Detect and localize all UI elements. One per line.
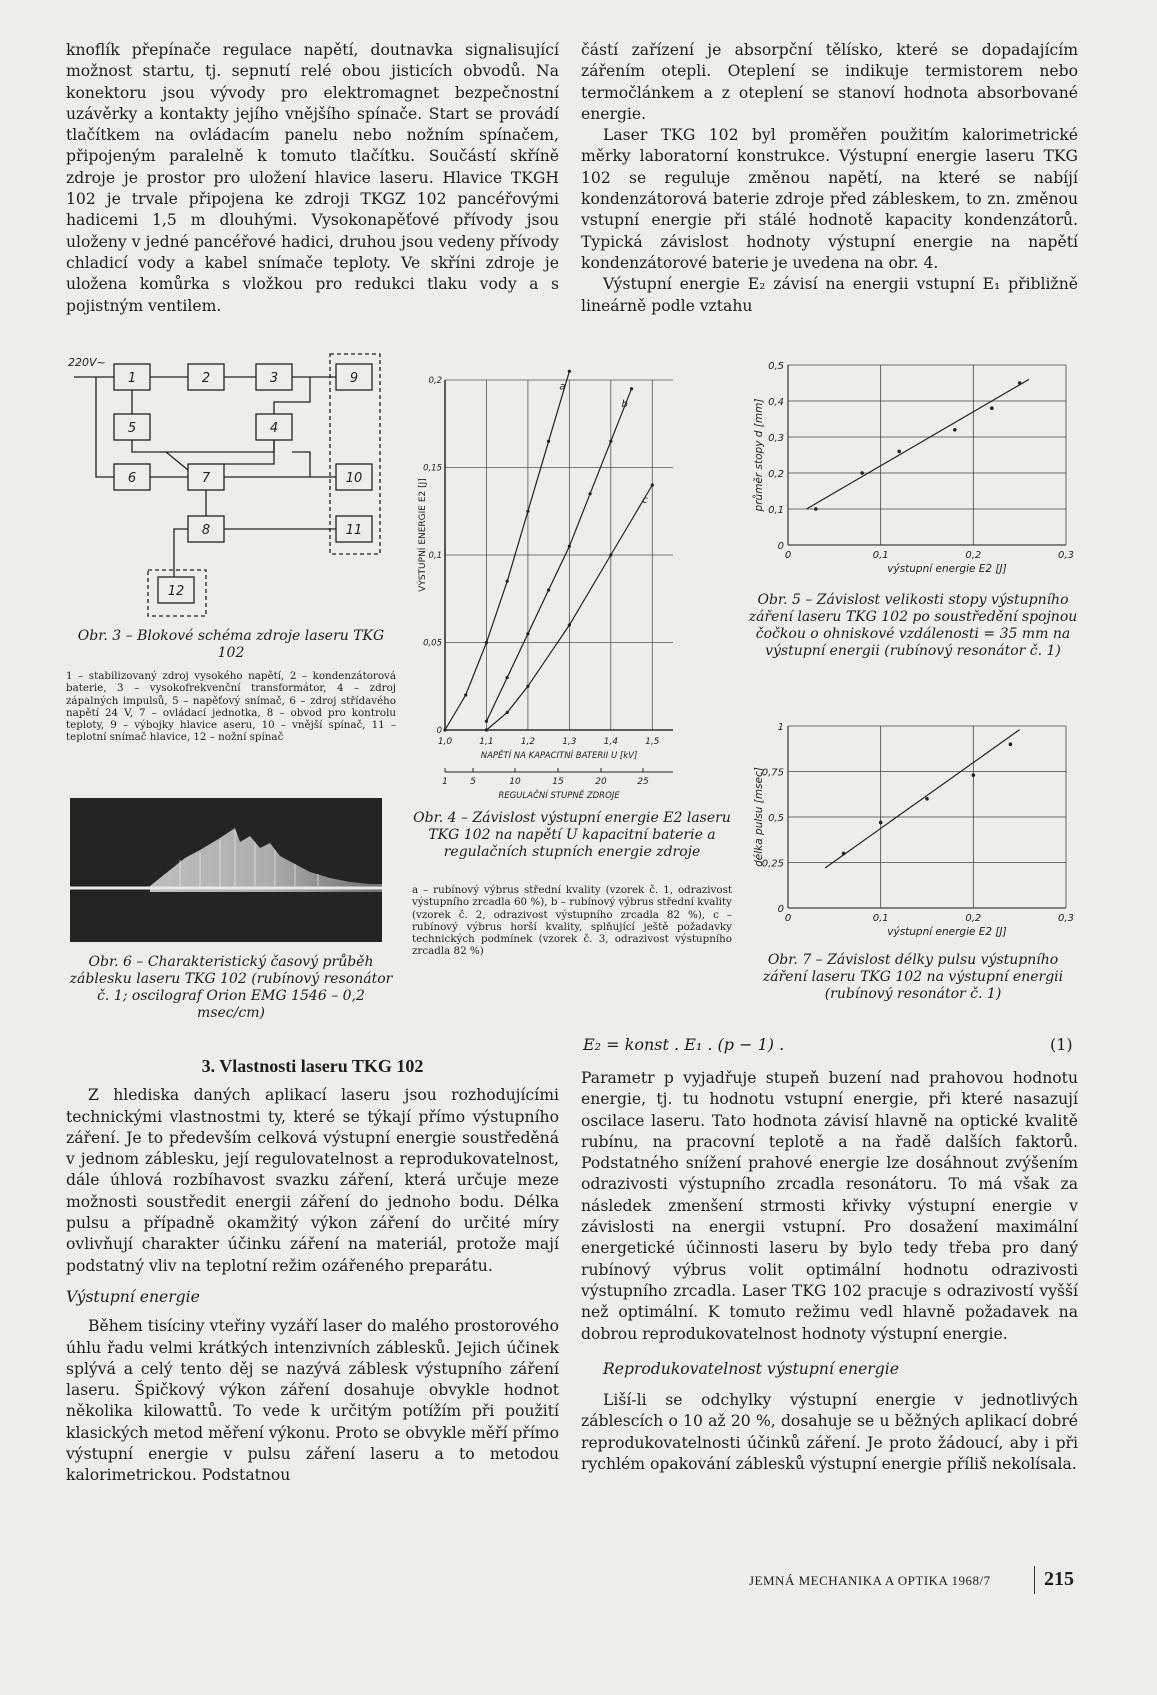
fig5-point bbox=[1018, 381, 1022, 385]
fig4-ytick-label: 0,2 bbox=[428, 376, 442, 386]
block-label-8: 8 bbox=[201, 523, 211, 538]
fig4-x2-tick-label: 1 bbox=[442, 777, 448, 787]
fig5-ytick-label: 0,5 bbox=[768, 361, 784, 372]
fig5-ytick-label: 0 bbox=[777, 541, 784, 552]
left-column-top bbox=[66, 40, 559, 317]
fig7-point bbox=[879, 821, 883, 825]
equation-number: (1) bbox=[1050, 1035, 1073, 1054]
fig4-ytick-label: 0,05 bbox=[423, 638, 442, 649]
fig4-point-c bbox=[526, 685, 529, 688]
fig5-x-axis-label: výstupní energie E2 [J] bbox=[887, 563, 1007, 575]
fig4-point-a bbox=[526, 510, 529, 513]
fig4-point-c bbox=[506, 711, 509, 714]
block-label-6: 6 bbox=[127, 471, 137, 486]
fig4-point-a bbox=[485, 641, 488, 644]
fig4-point-c bbox=[651, 483, 654, 486]
block-label-2: 2 bbox=[201, 371, 211, 386]
fig5-ytick-label: 0,3 bbox=[768, 433, 784, 444]
fig4-point-a bbox=[464, 693, 467, 696]
block-label-4: 4 bbox=[269, 421, 279, 436]
fig5-point bbox=[814, 507, 818, 511]
fig4-chart bbox=[415, 352, 720, 807]
fig5-ytick-label: 0,4 bbox=[768, 397, 784, 408]
fig4-point-a bbox=[568, 370, 571, 373]
footer-divider bbox=[1034, 1566, 1035, 1594]
mains-label: 220V~ bbox=[68, 356, 106, 369]
fig3-caption: Obr. 3 – Blokové schéma zdroje laseru TKG 102 bbox=[77, 628, 385, 661]
fig4-point-b bbox=[506, 676, 509, 679]
fig4-x2-tick-label: 10 bbox=[509, 777, 521, 787]
fig4-point-a bbox=[506, 580, 509, 583]
fig5-xtick-label: 0 bbox=[784, 550, 792, 561]
subsection-heading-energy: Výstupní energie bbox=[66, 1287, 200, 1306]
fig4-point-b bbox=[609, 440, 612, 443]
fig5-point bbox=[990, 406, 994, 410]
fig7-ytick-label: 1 bbox=[777, 722, 784, 733]
fig7-y-axis-label: délka pulsu [msec] bbox=[753, 767, 765, 867]
fig4-xtick-label: 1,3 bbox=[562, 737, 577, 747]
fig7-point bbox=[972, 773, 976, 777]
fig4-x2-tick-label: 15 bbox=[552, 777, 564, 787]
page-number: 215 bbox=[1044, 1568, 1074, 1590]
fig7-caption: Obr. 7 – Závislost délky pulsu výstupního záření laseru TKG 102 na výstupní energii (rubínový resonátor č. 1) bbox=[762, 952, 1064, 1002]
fig4-xtick-label: 1,5 bbox=[645, 737, 660, 747]
fig5-point bbox=[953, 428, 957, 432]
subsection-heading-reproducibility: Reprodukovatelnost výstupní energie bbox=[603, 1359, 899, 1378]
fig7-point bbox=[925, 797, 929, 801]
fig5-xtick-label: 0,2 bbox=[965, 550, 982, 561]
fig7-fit-line bbox=[825, 730, 1020, 868]
fig3-legend: 1 – stabilizovaný zdroj vysokého napětí, 2 – kondenzátorová baterie, 3 – vysokofrekvenční transformátor, 4 – zdroj zápalných impulsů, 5 – napěťový snímač, 6 – zdroj střídavého napětí 24 V, 7 – ovládací jednotka, 8 – obvod pro kontrolu teploty, 9 – výbojky hlavice aseru, 10 – vnější spínač, 11 – teplotní snímač hlavice, 12 – nožní spínač bbox=[66, 670, 396, 744]
fig4-y-axis-label: VÝSTUPNÍ ENERGIE E2 [J] bbox=[418, 478, 428, 592]
fig4-xtick-label: 1,1 bbox=[479, 737, 494, 747]
fig4-caption: Obr. 4 – Závislost výstupní energie E2 laseru TKG 102 na napětí U kapacitní baterie a regulačních stupních energie zdroje bbox=[413, 810, 731, 860]
block-label-11: 11 bbox=[345, 523, 363, 538]
fig6-caption: Obr. 6 – Charakteristický časový průběh záblesku laseru TKG 102 (rubínový resonátor č. 1; oscilograf Orion EMG 1546 – 0,2 msec/cm) bbox=[69, 954, 393, 1021]
fig5-caption: Obr. 5 – Závislost velikosti stopy výstupního záření laseru TKG 102 po soustředění spojnou čočkou o ohniskové vzdálenosti = 35 mm na výstupní energii (rubínový resonátor č. 1) bbox=[748, 592, 1078, 659]
fig4-x2-tick-label: 5 bbox=[470, 777, 476, 787]
fig4-point-b bbox=[485, 720, 488, 723]
fig4-ytick-label: 0,15 bbox=[423, 463, 442, 474]
right-paragraph-1: částí zařízení je absorpční tělísko, které se dopadajícím zářením otepli. Oteplení se indikuje termistorem nebo termočlánkem a z oteplení se stanoví hodnota absorbované energie. bbox=[581, 41, 1078, 123]
fig5-point bbox=[897, 450, 901, 454]
fig7-chart bbox=[748, 716, 1078, 950]
fig4-xtick-label: 1,0 bbox=[437, 737, 453, 747]
fig4-point-b bbox=[588, 492, 591, 495]
fig4-point-a bbox=[443, 728, 446, 731]
fig4-point-b bbox=[547, 588, 550, 591]
fig7-ytick-label: 0,25 bbox=[761, 858, 784, 870]
fig7-xtick-label: 0,1 bbox=[872, 913, 889, 924]
oscillogram-photo bbox=[70, 798, 382, 942]
fig7-xtick-label: 0 bbox=[784, 913, 792, 924]
fig4-x-axis-label: NAPĚTÍ NA KAPACITNÍ BATERII U [kV] bbox=[480, 751, 638, 761]
fig7-ytick-label: 0 bbox=[777, 904, 784, 915]
right-column-top bbox=[581, 40, 1078, 317]
fig5-xtick-label: 0,3 bbox=[1058, 550, 1074, 561]
fig4-point-b bbox=[568, 545, 571, 548]
fig4-point-b bbox=[630, 387, 633, 390]
fig7-point bbox=[1009, 742, 1013, 746]
fig4-point-c bbox=[609, 553, 612, 556]
section-heading: 3. Vlastnosti laseru TKG 102 bbox=[201, 1056, 424, 1076]
right-paragraph-4: Parametr p vyjadřuje stupeň buzení nad prahovou hodnotu energie, tj. tu hodnotu vstupní energie, při které nasazují oscilace laseru. Tato hodnota závisí hlavně na optické kvalitě rubínu, na pracovní teplotě a na řadě dalších faktorů. Podstatného snížení prahové energie lze dosáhnout zvýšením odrazivosti výstupního zrcadla resonátoru. To má však za následek zmenšení strmosti křivky výstupní energie v závislosti na energii vstupní. Pro dosažení maximální energetické účinnosti laseru by bylo tedy třeba pro daný rubínový výbrus volit optimální hodnotu odrazivosti výstupního zrcadla. Laser TKG 102 pracuje s odrazivostí vyšší než optimální. K tomuto režimu vedl hlavně požadavek na dobrou reprodukovatelnost hodnoty výstupní energie. bbox=[581, 1069, 1078, 1343]
fig5-chart bbox=[748, 355, 1078, 587]
block-label-9: 9 bbox=[349, 371, 359, 386]
fig4-x2-axis-label: REGULAČNÍ STUPNĚ ZDROJE bbox=[498, 791, 620, 801]
fig4-point-c bbox=[485, 728, 488, 731]
fig7-point bbox=[842, 852, 846, 856]
left-paragraph-1: knoflík přepínače regulace napětí, doutnavka signalisující možnost startu, tj. sepnutí relé obou jisticích obvodů. Na konektoru jsou vývody pro elektromagnet bezpečnostní uzávěrky a kontakty jejího vnějšího spínače. Start se provádí tlačítkem na ovládacím panelu nebo nožním spínačem, připojeným paralelně k tomuto tlačítku. Součástí skříně zdroje je prostor pro uložení hlavice laseru. Hlavice TKGH 102 je trvale připojena ke zdroji TKGZ 102 pancéřovými hadicemi 1,5 m dlouhými. Vysokonapěťové přívody jsou uloženy v jedné pancéřové hadici, druhou jsou vedeny přívody chladicí vody a kabel snímače teploty. Ve skříni zdroje je uložena komůrka s vložkou pro redukci tlaku vody a s pojistným ventilem. bbox=[66, 41, 559, 315]
journal-footer: JEMNÁ MECHANIKA A OPTIKA 1968/7 bbox=[749, 1573, 991, 1588]
fig4-point-b bbox=[526, 632, 529, 635]
fig7-ytick-label: 0,75 bbox=[761, 767, 784, 779]
right-paragraph-5: Liší-li se odchylky výstupní energie v jednotlivých záblescích o 10 až 20 %, dosahuje se u běžných aplikací dobré reprodukovatelnosti účinků záření. Je proto žádoucí, aby i při rychlém opakování záblesků výstupní energie příliš nekolísala. bbox=[581, 1391, 1078, 1474]
right-paragraph-2: Laser TKG 102 byl proměřen použitím kalorimetrické měrky laboratorní konstrukce. Výstupní energie laseru TKG 102 se reguluje změnou napětí, na které se nabíjí kondenzátorová baterie zdroje před zábleskem, to zn. změnou vstupní energie při stálé hodnotě kapacity kondenzátorů. Typická závislost hodnoty výstupní energie na napětí kondenzátorové baterie je uvedena na obr. 4. bbox=[581, 126, 1078, 272]
fig7-xtick-label: 0,3 bbox=[1058, 913, 1074, 924]
fig4-point-c bbox=[568, 623, 571, 626]
fig5-ytick-label: 0,1 bbox=[768, 505, 784, 516]
block-label-10: 10 bbox=[345, 471, 363, 486]
fig4-legend: a – rubínový výbrus střední kvality (vzorek č. 1, odrazivost výstupního zrcadla 60 %), b – rubínový výbrus střední kvality (vzorek č. 2, odrazivost výstupního zrcadla 82 %), c – rubínový výbrus horší kvality, splňující ještě požadavky technických podmínek (vzorek č. 3, odrazivost výstupního zrcadla 82 %) bbox=[412, 884, 732, 958]
fig5-y-axis-label: průměr stopy d [mm] bbox=[753, 398, 765, 512]
fig4-xtick-label: 1,2 bbox=[520, 737, 536, 747]
left-column-bottom bbox=[66, 1048, 559, 1487]
fig4-x2-tick-label: 25 bbox=[637, 777, 649, 787]
right-paragraph-3: Výstupní energie E₂ závisí na energii vstupní E₁ přibližně lineárně podle vztahu bbox=[581, 275, 1078, 315]
fig7-x-axis-label: výstupní energie E2 [J] bbox=[887, 926, 1007, 938]
block-diagram bbox=[66, 352, 396, 617]
fig4-curve-label-b: b bbox=[621, 398, 628, 410]
fig4-point-a bbox=[547, 440, 550, 443]
fig7-ytick-label: 0,5 bbox=[768, 813, 784, 824]
fig4-ytick-label: 0,1 bbox=[428, 551, 442, 561]
fig7-xtick-label: 0,2 bbox=[965, 913, 982, 924]
fig5-xtick-label: 0,1 bbox=[872, 550, 889, 561]
equation: E₂ = konst . E₁ . (p − 1) . bbox=[583, 1035, 785, 1054]
left-paragraph-2: Z hlediska daných aplikací laseru jsou rozhodujícími technickými vlastnostmi ty, které se týkají přímo výstupního záření. Je to především celková výstupní energie soustředěná v jednom záblesku, její regulovatelnost a reprodukovatelnost, dále úhlová rozbíhavost svazku záření, která určuje meze možnosti soustředit energii záření do jednoho bodu. Délka pulsu a případně okamžitý výkon záření do určité míry ovlivňují charakter účinku záření na materiál, protože mají podstatný vliv na teplotní režim ozářeného preparátu. bbox=[66, 1086, 559, 1275]
fig4-curve-label-a: a bbox=[559, 381, 566, 393]
fig5-point bbox=[860, 471, 864, 475]
block-label-5: 5 bbox=[127, 421, 137, 436]
block-label-12: 12 bbox=[167, 584, 185, 599]
fig4-ytick-label: 0 bbox=[436, 726, 442, 736]
fig4-curve-label-c: c bbox=[642, 495, 648, 506]
fig5-ytick-label: 0,2 bbox=[768, 469, 784, 480]
block-label-3: 3 bbox=[269, 371, 279, 386]
left-paragraph-3: Během tisíciny vteřiny vyzáří laser do malého prostorového úhlu řadu velmi krátkých intenzivních záblesků. Jejich účinek splývá a celý tento děj se nazývá záblesk výstupního záření laseru. Špičkový výkon záření dosahuje obvykle hodnot několika kilowattů. To vede k určitým potížím při použití klasických metod měření výkonu. Proto se obvykle měří přímo výstupní energie v pulsu záření laseru a to metodou kalorimetrickou. Podstatnou bbox=[66, 1317, 559, 1485]
block-label-7: 7 bbox=[201, 471, 211, 486]
fig4-xtick-label: 1,4 bbox=[603, 737, 618, 747]
fig4-x2-tick-label: 20 bbox=[595, 777, 607, 787]
fig5-fit-line bbox=[807, 379, 1029, 509]
right-column-bottom bbox=[581, 1068, 1078, 1475]
block-label-1: 1 bbox=[127, 371, 137, 386]
